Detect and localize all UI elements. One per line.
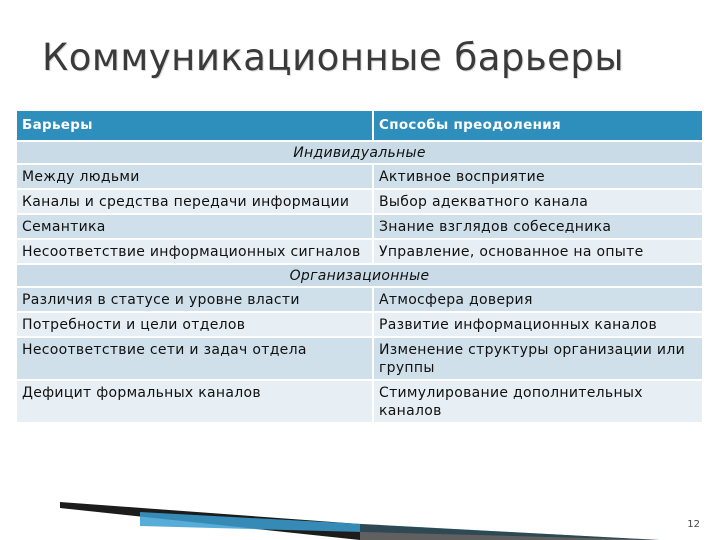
method-cell: Выбор адекватного канала <box>373 189 703 214</box>
barriers-table <box>17 111 704 424</box>
table-row <box>17 189 703 214</box>
barrier-cell: Семантика <box>17 214 373 239</box>
table-row <box>17 239 703 264</box>
section-row <box>17 264 703 287</box>
method-cell: Развитие информационных каналов <box>373 312 703 337</box>
footer-decoration <box>60 502 660 540</box>
barrier-cell: Различия в статусе и уровне власти <box>17 287 373 312</box>
barrier-cell: Дефицит формальных каналов <box>17 380 373 423</box>
method-cell: Управление, основанное на опыте <box>373 239 703 264</box>
barrier-cell: Несоответствие сети и задач отдела <box>17 337 373 380</box>
barrier-cell: Между людьми <box>17 164 373 189</box>
table-row <box>17 380 703 423</box>
table-row <box>17 337 703 380</box>
table-row <box>17 312 703 337</box>
method-cell: Стимулирование дополнительных каналов <box>373 380 703 423</box>
header-barriers: Барьеры <box>17 111 373 141</box>
table-row <box>17 164 703 189</box>
slide-title: Коммуникационные барьеры <box>42 36 625 79</box>
table-row <box>17 214 703 239</box>
table-header-row <box>17 111 703 141</box>
section-individual: Индивидуальные <box>17 141 703 164</box>
barrier-cell: Потребности и цели отделов <box>17 312 373 337</box>
method-cell: Атмосфера доверия <box>373 287 703 312</box>
method-cell: Изменение структуры организации или группы <box>373 337 703 380</box>
section-row <box>17 141 703 164</box>
table-row <box>17 287 703 312</box>
page-number: 12 <box>687 519 700 530</box>
barrier-cell: Каналы и средства передачи информации <box>17 189 373 214</box>
method-cell: Активное восприятие <box>373 164 703 189</box>
header-methods: Способы преодоления <box>373 111 703 141</box>
barrier-cell: Несоответствие информационных сигналов <box>17 239 373 264</box>
section-organizational: Организационные <box>17 264 703 287</box>
method-cell: Знание взглядов собеседника <box>373 214 703 239</box>
